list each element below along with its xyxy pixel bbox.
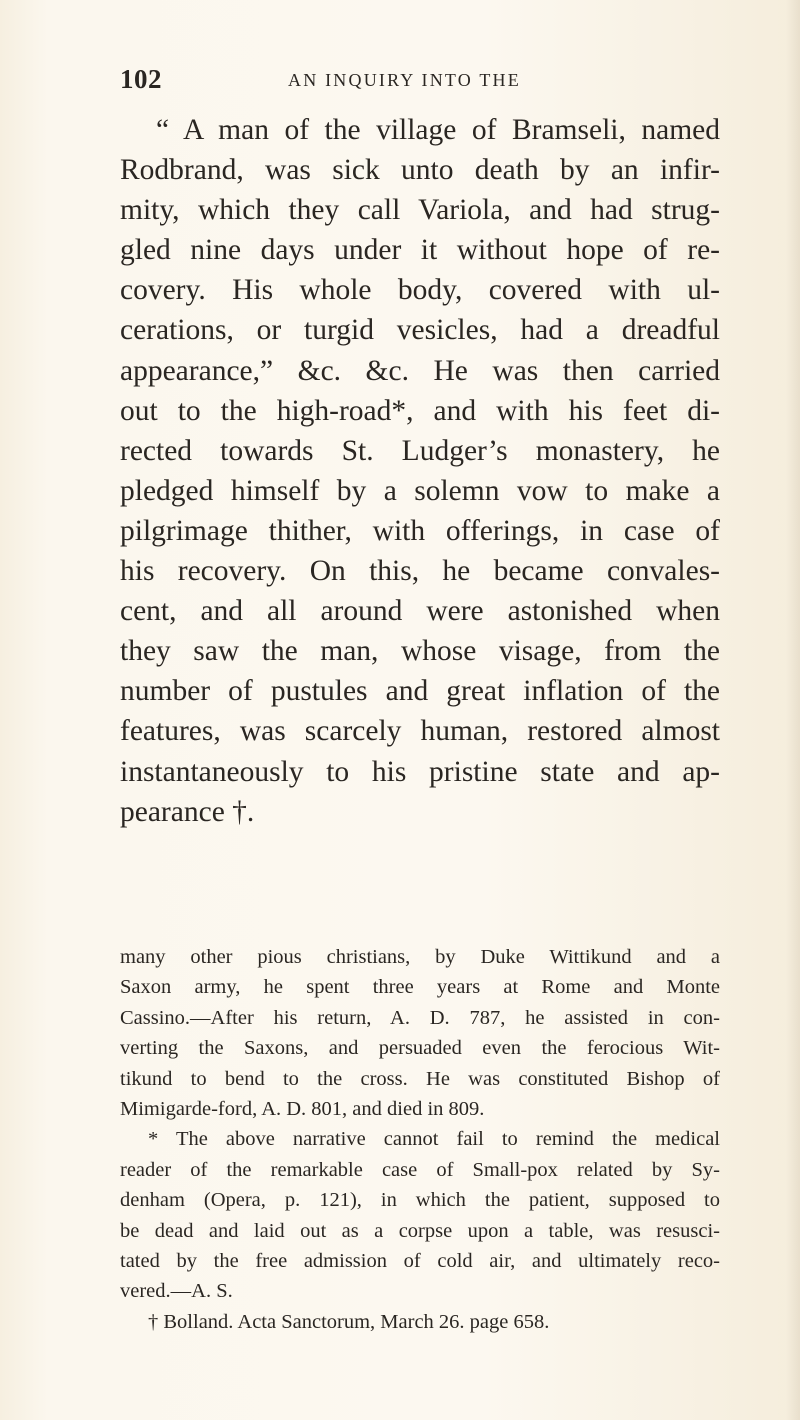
running-head: AN INQUIRY INTO THE xyxy=(288,70,521,90)
text-line: cerations, or turgid vesicles, had a dreadful xyxy=(120,314,720,347)
text-line: his recovery. On this, he became convales- xyxy=(120,555,720,588)
footnote-line: vered.—A. S. xyxy=(120,1280,233,1303)
footnote-line: denham (Opera, p. 121), in which the patient, supposed to xyxy=(120,1189,720,1212)
page-header xyxy=(120,64,720,104)
footnote-line: reader of the remarkable case of Small-pox related by Sy- xyxy=(120,1158,720,1181)
page-edge-shadow xyxy=(786,0,800,1420)
text-line: covery. His whole body, covered with ul- xyxy=(120,274,720,307)
text-line: pledged himself by a solemn vow to make a xyxy=(120,474,720,507)
text-line: out to the high-road*, and with his feet di- xyxy=(120,394,720,427)
footnote-line: verting the Saxons, and persuaded even the ferocious Wit- xyxy=(120,1037,720,1060)
text-line: Rodbrand, was sick unto death by an infir- xyxy=(120,154,720,187)
footnote-line: be dead and laid out as a corpse upon a table, was resusci- xyxy=(120,1219,720,1242)
page-number: 102 xyxy=(120,64,162,94)
text-line: number of pustules and great inflation of the xyxy=(120,675,720,708)
footnote-line: * The above narrative cannot fail to remind the medical xyxy=(148,1128,720,1151)
footnote-line: Mimigarde-ford, A. D. 801, and died in 809. xyxy=(120,1098,485,1121)
text-line: pilgrimage thither, with offerings, in case of xyxy=(120,514,720,547)
footnote-line: tated by the free admission of cold air, and ultimately reco- xyxy=(120,1250,720,1273)
footnote-line: Cassino.—After his return, A. D. 787, he assisted in con- xyxy=(120,1006,720,1029)
footnote-line: tikund to bend to the cross. He was constituted Bishop of xyxy=(120,1067,720,1090)
footnote-line: many other pious christians, by Duke Wittikund and a xyxy=(120,946,720,968)
footnotes-block xyxy=(120,942,720,1337)
text-line: cent, and all around were astonished when xyxy=(120,595,720,628)
footnote-line: † Bolland. Acta Sanctorum, March 26. page 658. xyxy=(148,1310,550,1333)
text-line: instantaneously to his pristine state and ap- xyxy=(120,755,720,788)
text-line: rected towards St. Ludger’s monastery, he xyxy=(120,434,720,467)
footnote-line: Saxon army, he spent three years at Rome and Monte xyxy=(120,976,720,999)
text-line: they saw the man, whose visage, from the xyxy=(120,635,720,668)
text-line: gled nine days under it without hope of re- xyxy=(120,234,720,267)
main-text-block xyxy=(120,110,720,832)
text-line: appearance,” &c. &c. He was then carried xyxy=(120,354,720,387)
text-line: “ A man of the village of Bramseli, named xyxy=(156,114,720,146)
text-line: features, was scarcely human, restored almost xyxy=(120,715,720,748)
text-line: pearance †. xyxy=(120,795,255,828)
text-line: mity, which they call Variola, and had strug- xyxy=(120,194,720,227)
